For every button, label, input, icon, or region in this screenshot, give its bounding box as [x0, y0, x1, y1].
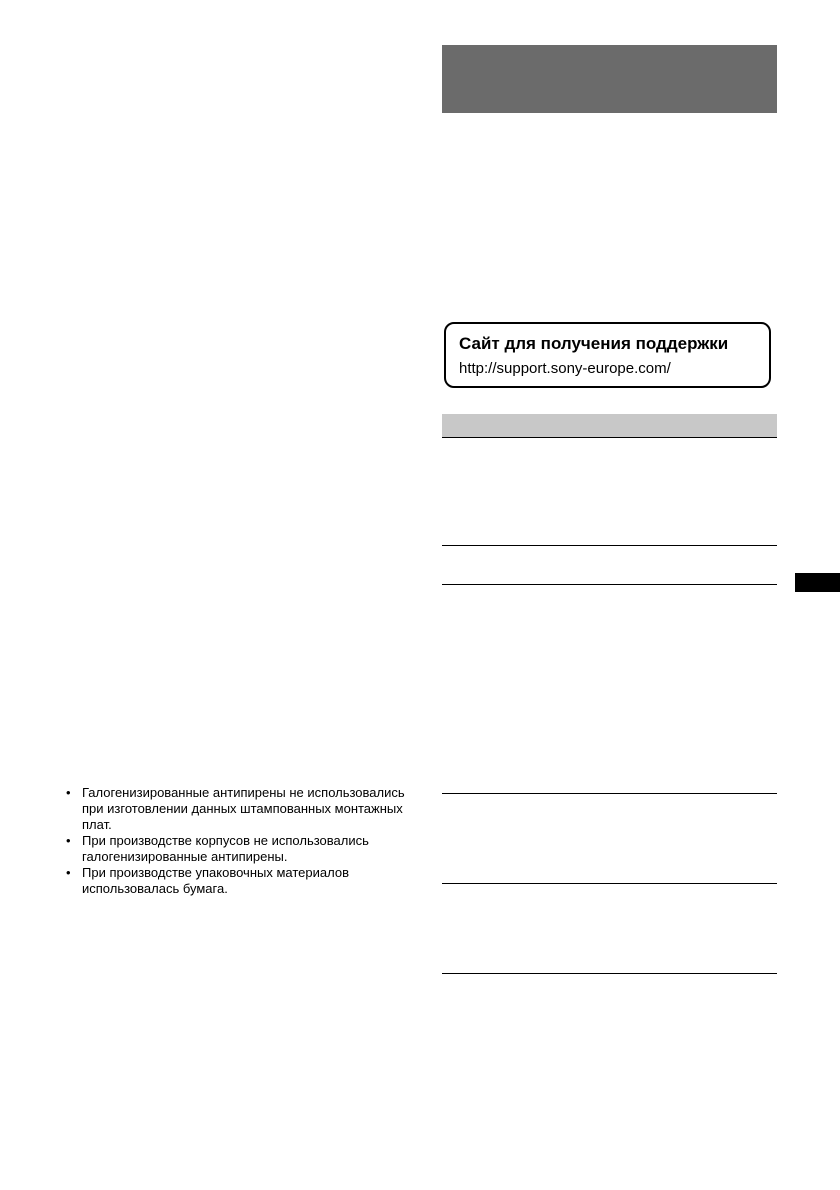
section-header-block	[442, 45, 777, 113]
support-site-url[interactable]: http://support.sony-europe.com/	[459, 360, 671, 377]
table-divider	[442, 793, 777, 794]
table-divider	[442, 545, 777, 546]
list-item	[63, 785, 413, 833]
bullet-list	[63, 785, 413, 897]
bullet-mark: •	[66, 833, 71, 848]
language-side-tab	[795, 573, 840, 592]
list-item-text: Галогенизированные антипирены не использовались при изготовлении данных штампованных монтажных плат.	[82, 785, 405, 832]
list-item-text: При производстве упаковочных материалов использовалась бумага.	[82, 865, 349, 896]
table-header-bar	[442, 414, 777, 438]
bullet-mark: •	[66, 865, 71, 880]
support-site-title: Сайт для получения поддержки	[459, 334, 729, 353]
list-item	[63, 865, 413, 897]
bullet-mark: •	[66, 785, 71, 800]
list-item-text: При производстве корпусов не использовались галогенизированные антипирены.	[82, 833, 369, 864]
support-site-box	[444, 322, 771, 388]
table-divider	[442, 584, 777, 585]
table-divider	[442, 883, 777, 884]
table-divider	[442, 973, 777, 974]
list-item	[63, 833, 413, 865]
